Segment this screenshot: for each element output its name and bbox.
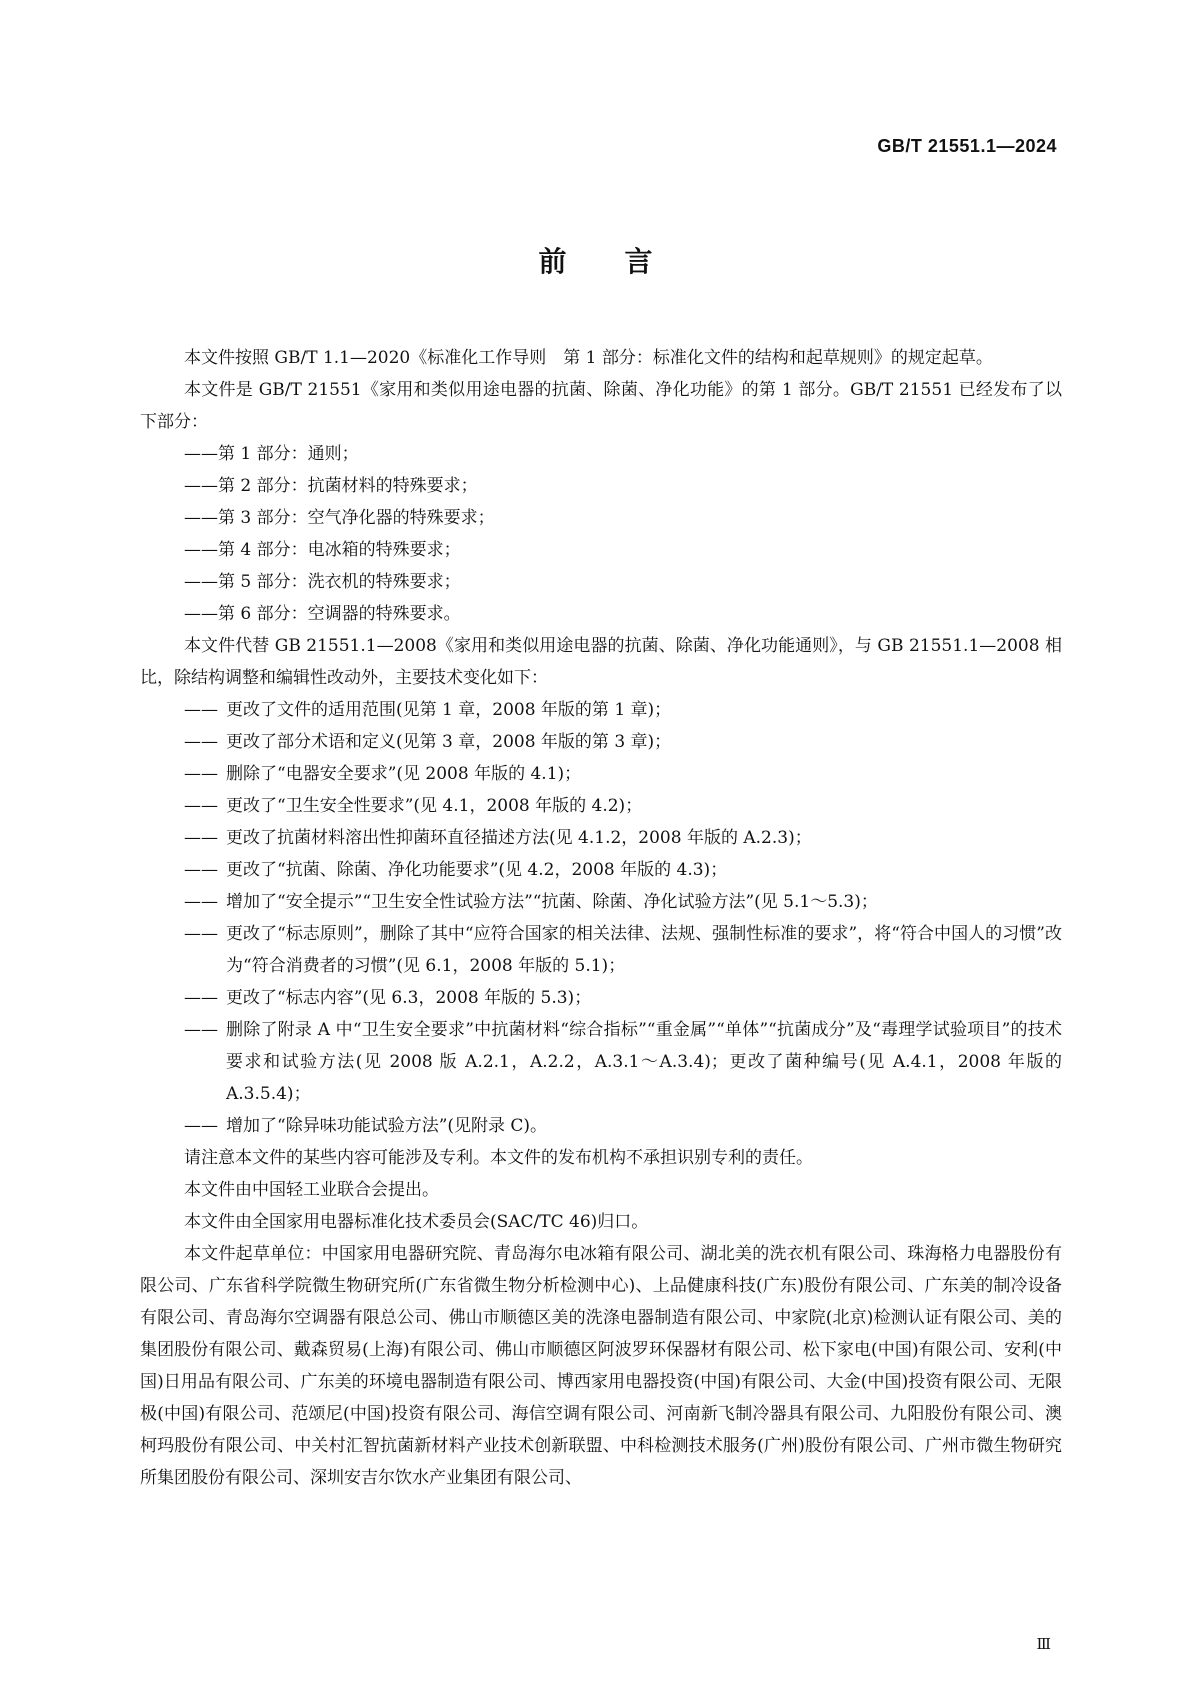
dash-mark: —— [184, 1020, 218, 1040]
dash-mark: —— [184, 700, 218, 720]
intro-paragraph: 本文件按照 GB/T 1.1—2020《标准化工作导则 第 1 部分：标准化文件的结构和起草规则》的规定起草。 [184, 348, 993, 368]
parts-list-item: ——第 4 部分：电冰箱的特殊要求； [184, 540, 461, 560]
dash-mark: —— [184, 732, 218, 752]
change-text: 更改了“卫生安全性要求”(见 4.1，2008 年版的 4.2)； [226, 796, 643, 816]
standard-code: GB/T 21551.1—2024 [877, 136, 1057, 156]
change-text: 更改了“标志原则”，删除了其中“应符合国家的相关法律、法规、强制性标准的要求”，将“符合中国人的习惯”改为“符合消费者的习惯”(见 6.1，2008 年版的 5.1)； [226, 924, 1062, 976]
change-list-item [184, 790, 1062, 822]
patent-notice: 请注意本文件的某些内容可能涉及专利。本文件的发布机构不承担识别专利的责任。 [184, 1148, 813, 1168]
parts-list-item: ——第 1 部分：通则； [184, 444, 359, 464]
dash-mark: —— [184, 988, 218, 1008]
change-list-item [184, 886, 1062, 918]
change-text: 更改了“标志内容”(见 6.3，2008 年版的 5.3)； [226, 988, 592, 1008]
change-list-item [184, 982, 1062, 1014]
change-list-item [184, 854, 1062, 886]
dash-mark: —— [184, 764, 218, 784]
intro-paragraph: 本文件是 GB/T 21551《家用和类似用途电器的抗菌、除菌、净化功能》的第 1 部分。GB/T 21551 已经发布了以下部分： [140, 380, 1062, 432]
dash-mark: —— [184, 924, 218, 944]
parts-list-item: ——第 3 部分：空气净化器的特殊要求； [184, 508, 495, 528]
change-text: 更改了部分术语和定义(见第 3 章，2008 年版的第 3 章)； [226, 732, 672, 752]
change-list-item [184, 758, 1062, 790]
dash-mark: —— [184, 796, 218, 816]
parts-list-item: ——第 2 部分：抗菌材料的特殊要求； [184, 476, 478, 496]
change-list-item [184, 822, 1062, 854]
change-list-item [184, 726, 1062, 758]
document-body [140, 342, 1062, 1494]
dash-mark: —— [184, 892, 218, 912]
replace-paragraph: 本文件代替 GB 21551.1—2008《家用和类似用途电器的抗菌、除菌、净化功能通则》，与 GB 21551.1—2008 相比，除结构调整和编辑性改动外，主要技术变化如下： [140, 636, 1062, 688]
change-text: 更改了抗菌材料溶出性抑菌环直径描述方法(见 4.1.2，2008 年版的 A.2.3)； [226, 828, 812, 848]
change-text: 更改了“抗菌、除菌、净化功能要求”(见 4.2，2008 年版的 4.3)； [226, 860, 728, 880]
change-list-item [184, 694, 1062, 726]
page-number: Ⅲ [1036, 1635, 1051, 1653]
change-text: 更改了文件的适用范围(见第 1 章，2008 年版的第 1 章)； [226, 700, 672, 720]
change-list-item [184, 1014, 1062, 1110]
page-title: 前言 [538, 245, 711, 278]
dash-mark: —— [184, 1116, 218, 1136]
change-text: 增加了“除异味功能试验方法”(见附录 C)。 [226, 1116, 548, 1136]
change-text: 删除了“电器安全要求”(见 2008 年版的 4.1)； [226, 764, 582, 784]
change-text: 删除了附录 A 中“卫生安全要求”中抗菌材料“综合指标”“重金属”“单体”“抗菌成分”及“毒理学试验项目”的技术要求和试验方法(见 2008 版 A.2.1，A.2.2，A.3.1～A.3.4)；更改了菌种编号(见 A.4.1，2008 年版的 A.3.5.4)； [226, 1020, 1062, 1104]
dash-mark: —— [184, 860, 218, 880]
change-list-item [184, 1110, 1062, 1142]
change-list-item [184, 918, 1062, 982]
drafting-units: 本文件起草单位：中国家用电器研究院、青岛海尔电冰箱有限公司、湖北美的洗衣机有限公司、珠海格力电器股份有限公司、广东省科学院微生物研究所(广东省微生物分析检测中心)、上品健康科技(广东)股份有限公司、广东美的制冷设备有限公司、青岛海尔空调器有限总公司、佛山市顺德区美的洗涤电器制造有限公司、中家院(北京)检测认证有限公司、美的集团股份有限公司、戴森贸易(上海)有限公司、佛山市顺德区阿波罗环保器材有限公司、松下家电(中国)有限公司、安利(中国)日用品有限公司、广东美的环境电器制造有限公司、博西家用电器投资(中国)有限公司、大金(中国)投资有限公司、无限极(中国)有限公司、范颂尼(中国)投资有限公司、海信空调有限公司、河南新飞制冷器具有限公司、九阳股份有限公司、澳柯玛股份有限公司、中关村汇智抗菌新材料产业技术创新联盟、中科检测技术服务(广州)股份有限公司、广州市微生物研究所集团股份有限公司、深圳安吉尔饮水产业集团有限公司、 [140, 1244, 1062, 1488]
parts-list-item: ——第 6 部分：空调器的特殊要求。 [184, 604, 461, 624]
dash-mark: —— [184, 828, 218, 848]
parts-list-item: ——第 5 部分：洗衣机的特殊要求； [184, 572, 461, 592]
change-text: 增加了“安全提示”“卫生安全性试验方法”“抗菌、除菌、净化试验方法”(见 5.1～5.3)； [226, 892, 878, 912]
proposer-statement: 本文件由中国轻工业联合会提出。 [184, 1180, 439, 1200]
committee-statement: 本文件由全国家用电器标准化技术委员会(SAC/TC 46)归口。 [184, 1212, 649, 1232]
